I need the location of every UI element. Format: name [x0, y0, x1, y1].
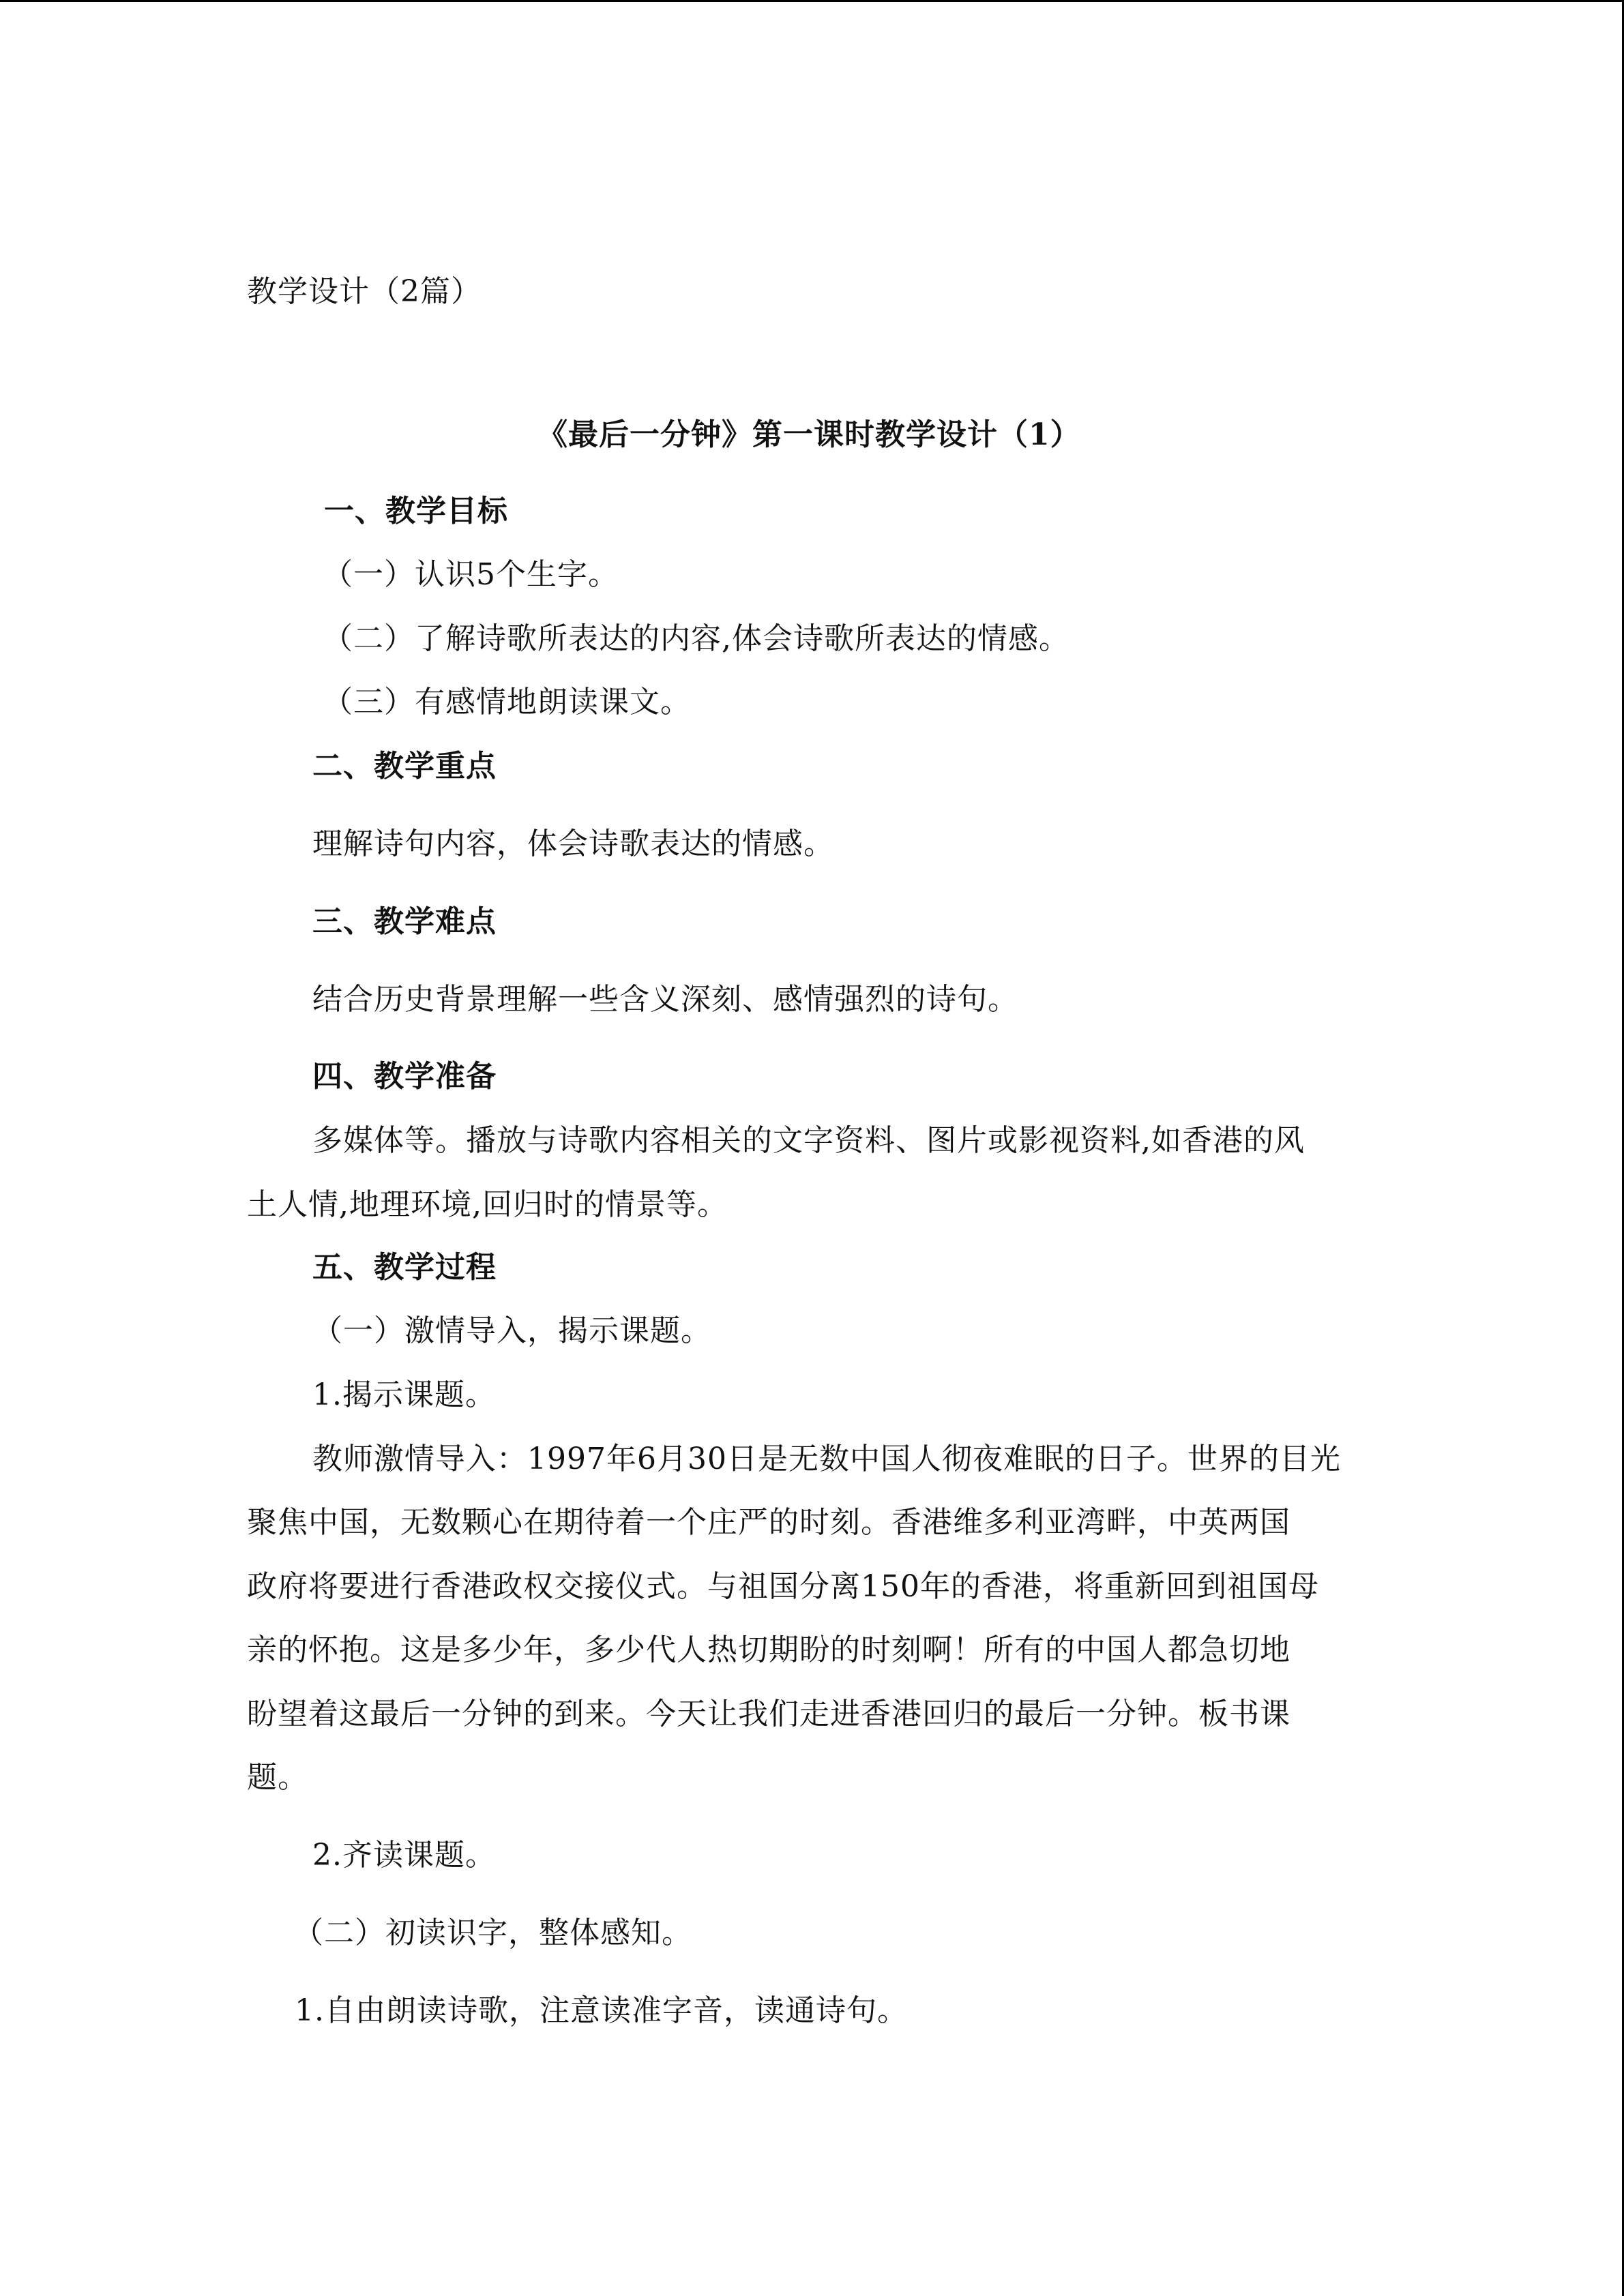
intro-paragraph-line: 题。: [247, 1760, 308, 1795]
document-title: 《最后一分钟》第一课时教学设计（1）: [537, 417, 1081, 452]
intro-paragraph-line: 盼望着这最后一分钟的到来。今天让我们走进香港回归的最后一分钟。板书课: [247, 1697, 1290, 1731]
objectives-heading: 一、教学目标: [324, 494, 508, 528]
preparation-text-line: 土人情,地理环境,回归时的情景等。: [247, 1187, 728, 1222]
process-step-item: 1.自由朗读诗歌，注意读准字音，读通诗句。: [295, 1993, 908, 2028]
process-step-item: 1.揭示课题。: [312, 1377, 496, 1412]
page-border-top: [0, 0, 1624, 2]
objective-item: （三）有感情地朗读课文。: [323, 685, 691, 719]
intro-paragraph-line: 聚焦中国，无数颗心在期待着一个庄严的时刻。香港维多利亚湾畔，中英两国: [247, 1505, 1290, 1540]
process-heading: 五、教学过程: [312, 1250, 497, 1285]
preparation-heading: 四、教学准备: [312, 1059, 497, 1094]
difficulties-text: 结合历史背景理解一些含义深刻、感情强烈的诗句。: [312, 982, 1018, 1017]
key-points-heading: 二、教学重点: [312, 749, 497, 784]
process-step-heading: （二）初读识字，整体感知。: [293, 1915, 692, 1950]
difficulties-heading: 三、教学难点: [312, 904, 497, 939]
process-step-item: 2.齐读课题。: [312, 1838, 496, 1873]
objective-item: （二）了解诗歌所表达的内容,体会诗歌所表达的情感。: [323, 621, 1069, 656]
intro-paragraph-line: 亲的怀抱。这是多少年，多少代人热切期盼的时刻啊！所有的中国人都急切地: [247, 1632, 1290, 1667]
process-step-heading: （一）激情导入，揭示课题。: [312, 1313, 711, 1348]
key-points-text: 理解诗句内容，体会诗歌表达的情感。: [312, 826, 834, 861]
intro-paragraph-line: 政府将要进行香港政权交接仪式。与祖国分离150年的香港，将重新回到祖国母: [247, 1569, 1319, 1604]
intro-paragraph-line: 教师激情导入：1997年6月30日是无数中国人彻夜难眠的日子。世界的目光: [312, 1442, 1341, 1476]
preparation-text-line: 多媒体等。播放与诗歌内容相关的文字资料、图片或影视资料,如香港的风: [312, 1123, 1305, 1158]
objective-item: （一）认识5个生字。: [323, 557, 619, 592]
collection-title: 教学设计（2篇）: [247, 274, 482, 309]
